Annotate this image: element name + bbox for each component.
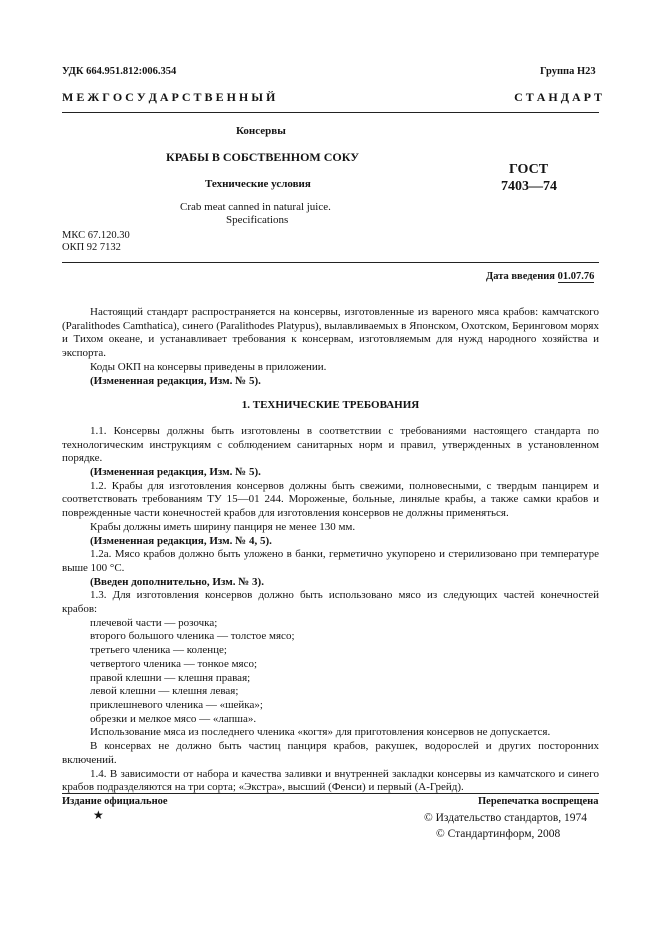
reprint-prohibited-label: Перепечатка воспрещена [478, 796, 599, 807]
intro-date-label: Дата введения [486, 271, 555, 282]
standard-word: С Т А Н Д А Р Т [514, 90, 602, 104]
list-item: плечевой части — розочка; [90, 616, 218, 629]
group-code: Группа Н23 [540, 66, 596, 77]
list-item: четвертого членика — тонкое мясо; [90, 657, 258, 670]
list-item: третьего членика — коленце; [90, 644, 227, 657]
footer-rule [62, 793, 599, 794]
paragraph-scope: Настоящий стандарт распространяется на консервы, изготовленные из вареного мяса крабов: камчатского (Paralithodes Camthatica), синего (Paralithodes Platypus), вылавливаемых в Японском, Охотском, Беринговом морях и Тихом океане, и устанавливает требования к консервам, изготовляемым для нужд народного хозяйства и экспорта. [62, 306, 599, 360]
header-rule [62, 112, 599, 113]
list-item: обрезки и мелкое мясо — «лапша». [90, 712, 257, 725]
title-block-rule [62, 262, 599, 263]
product-category: Консервы [236, 125, 286, 137]
carapace-width-requirement: Крабы должны иметь ширину панциря не менее 130 мм. [90, 520, 356, 533]
amendment-note: (Измененная редакция, Изм. № 5). [90, 374, 261, 387]
english-title-line2: Specifications [226, 214, 289, 226]
gost-label: ГОСТ [509, 162, 549, 177]
amendment-note: (Измененная редакция, Изм. № 4, 5). [90, 534, 272, 547]
english-title-line1: Crab meat canned in natural juice. [180, 201, 331, 213]
clause-1-2: 1.2. Крабы для изготовления консервов должны быть свежими, полновесными, с твердым панцирем и соответствовать требованиям ТУ 15—01 244. Мороженые, больные, линялые крабы, а также самки крабов и поврежденные части конечностей крабов для изготовления консервов не должны применяться. [62, 479, 599, 520]
udk-code: УДК 664.951.812:006.354 [62, 66, 177, 77]
intro-date-value: 01.07.76 [557, 271, 595, 282]
claw-restriction: Использование мяса из последнего членика «когтя» для приготовления консервов не допускается. [90, 726, 551, 739]
list-item: правой клешни — клешня правая; [90, 671, 251, 684]
interstate-word: М Е Ж Г О С У Д А Р С Т В Е Н Н Ы Й [62, 90, 276, 104]
list-item: приклешневого членика — «шейка»; [90, 698, 263, 711]
copyright-publisher: © Издательство стандартов, 1974 [424, 812, 588, 824]
clause-1-3: 1.3. Для изготовления консервов должно быть использовано мясо из следующих частей конечностей крабов: [62, 589, 599, 616]
gost-number: 7403—74 [501, 179, 557, 194]
list-item: второго большого членика — толстое мясо; [90, 630, 295, 643]
clause-1-2a: 1.2а. Мясо крабов должно быть уложено в банки, герметично укупорено и стерилизовано при температуре выше 100 °С. [62, 548, 599, 574]
document-title: КРАБЫ В СОБСТВЕННОМ СОКУ [166, 150, 360, 164]
amendment-note: (Измененная редакция, Изм. № 5). [90, 466, 261, 479]
amendment-note: (Введен дополнительно, Изм. № 3). [90, 575, 264, 588]
clause-1-4: 1.4. В зависимости от набора и качества заливки и внутренней закладки консервы из камчатского и синего крабов подразделяются на три сорта; «Экстра», высший (Фенси) и первый (А-Грейд). [62, 767, 599, 794]
official-edition-label: Издание официальное [62, 796, 168, 807]
star-icon: ★ [93, 808, 104, 822]
document-body [62, 306, 599, 795]
foreign-matter-requirement: В консервах не должно быть частиц панциря крабов, ракушек, водорослей и других посторонних включений. [62, 740, 599, 766]
copyright-standartinform: © Стандартинформ, 2008 [436, 828, 561, 840]
okp-code: ОКП 92 7132 [62, 242, 121, 253]
paragraph-okp-codes: Коды ОКП на консервы приведены в приложении. [90, 360, 327, 373]
list-item: левой клешни — клешня левая; [90, 685, 239, 698]
intro-date [486, 271, 594, 282]
clause-1-1: 1.1. Консервы должны быть изготовлены в соответствии с требованиями настоящего стандарта по технологическим инструкциям с соблюдением санитарных норм и правил, утвержденных в установленном порядке. [62, 424, 599, 465]
document-subtitle: Технические условия [205, 178, 311, 190]
mks-code: МКС 67.120.30 [62, 230, 130, 241]
interstate-standard-banner [62, 90, 602, 105]
section-heading: 1. ТЕХНИЧЕСКИЕ ТРЕБОВАНИЯ [241, 399, 420, 412]
